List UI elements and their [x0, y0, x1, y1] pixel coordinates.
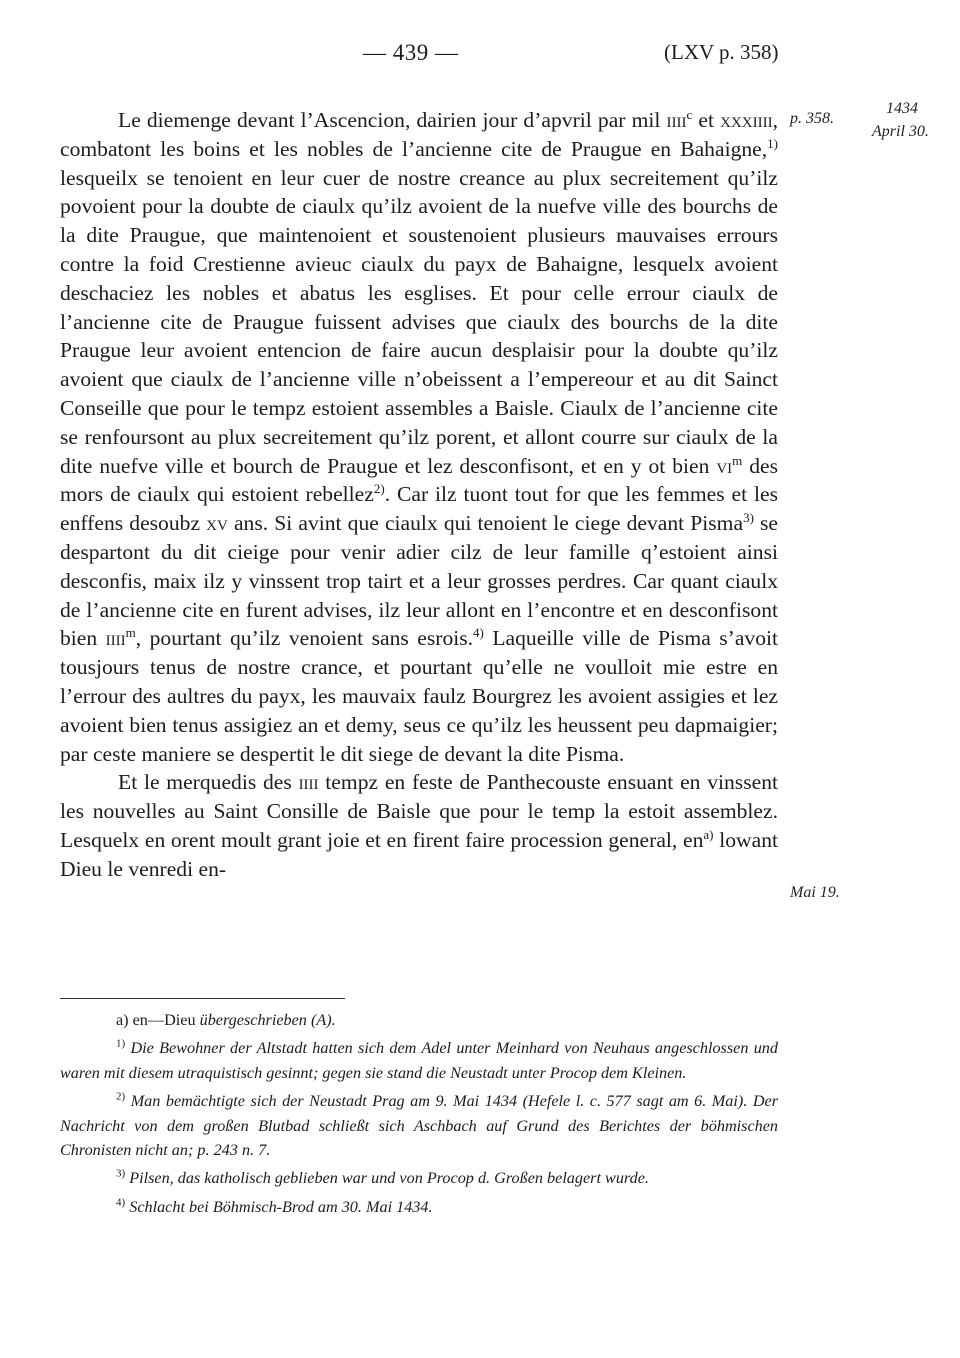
- text-run: Le diemenge devant l’Ascencion, dairien jour d’apvril par mil: [118, 108, 667, 132]
- italic-text: übergeschrieben (A).: [199, 1011, 336, 1029]
- footnote: [60, 1195, 778, 1219]
- text-run: tempz en feste de Panthecouste ensuant en vinssent les nouvelles au Saint Consille de Baisle que pour le temp la estoit assemblez. Lesquelx en orent moult grant joie et en firent faire procession general, en: [60, 770, 778, 852]
- footnote-marker: 2): [373, 481, 385, 497]
- footnote-marker: 1): [767, 135, 778, 151]
- text-run: . Car ilz tuont tout for que les femmes et les enffens desoubz: [60, 482, 778, 536]
- roman-numeral: xv: [206, 511, 228, 536]
- footnotes: [60, 1008, 778, 1223]
- italic-text: Pilsen, das katholisch geblieben war und von Procop d. Großen belagert wurde.: [125, 1169, 649, 1188]
- text-run: Et le merquedis des: [118, 770, 299, 795]
- footnote: [60, 1089, 778, 1162]
- paragraph: [60, 768, 778, 883]
- italic-text: Man bemächtigte sich der Neustadt Prag am 9. Mai 1434 (Hefele l. c. 577 sagt am 6. Mai). Der Nachricht von dem großen Blutbad schließt sich Aschbach auf Grund des Berichtes der böhmischen Chronisten nicht an; p. 243 n. 7.: [60, 1092, 778, 1160]
- footnote-marker: a): [703, 826, 714, 842]
- footnote-marker: 4): [473, 625, 484, 641]
- paragraph: [60, 106, 778, 768]
- main-text: [60, 106, 778, 884]
- original-page-reference: (LXV p. 358): [664, 40, 779, 64]
- page-header: [0, 40, 960, 74]
- roman-numeral: iiii: [105, 626, 126, 651]
- roman-numeral: iiii: [666, 108, 687, 132]
- footnote-marker: m: [125, 625, 136, 641]
- footnote-marker: 2): [116, 1090, 126, 1103]
- footnote-marker: c: [686, 106, 693, 122]
- text-run: se despartont du dit cieige pour venir adier cilz de leur famille q’estoient ainsi desconfis, maix ilz y vinssent trop tairt et a leur grosses perdres. Car quant ciaulx de l’ancienne cite en furent advises, ilz leur allont en l’encontre et en desconfisont bien: [60, 511, 779, 651]
- margin-date-may: Mai 19.: [790, 884, 840, 901]
- footnote: [60, 1036, 778, 1085]
- text-run: a) en—Dieu: [116, 1011, 200, 1029]
- footnote: [60, 1166, 778, 1190]
- text-run: , pourtant qu’ilz venoient sans esrois.: [135, 626, 474, 651]
- roman-numeral: xxxiiii: [720, 108, 773, 132]
- text-run: lowant Dieu le venredi en-: [60, 827, 778, 881]
- footnote-marker: 3): [743, 509, 754, 525]
- footnote-divider: [60, 998, 345, 999]
- text-run: ans. Si avint que ciaulx qui tenoient le ciege devant Pisma: [227, 511, 744, 536]
- text-run: lesqueilx se tenoient en leur cuer de nostre creance au plux secreitement qu’ilz povoient pour la doubte de ciaulx qu’ilz avoient de la nuefve ville des bourchs de la dite Praugue, que maintenoient et soustenoient plusieurs mauvaises errours contre la foid Crestienne avieuc ciaulx du payx de Bahaigne, lesquelx avoient deschaciez les nobles et abatus les esglises. Et pour celle errour ciaulx de l’ancienne cite de Praugue fuissent advises que ciaulx des bourchs de la dite Praugue leur avoient entencion de faire aucun desplaisir pour la doubte qu’ilz avoient que ciaulx de l’ancienne ville n’obeissent a l’empereour et au dit Sainct Conseille que pour le tempz estoient assembles a Baisle. Ciaulx de l’ancienne cite se renfoursont au plux secreitement qu’ilz porent, et allont courre sur ciaulx de la dite nuefve ville et bourch de Praugue et lez desconfisont, et en y ot bien: [60, 165, 778, 478]
- italic-text: Schlacht bei Böhmisch-Brod am 30. Mai 1434.: [125, 1197, 433, 1216]
- text-run: des mors de ciaulx qui estoient rebellez: [60, 453, 778, 507]
- roman-numeral: iiii: [298, 770, 319, 795]
- italic-text: Die Bewohner der Altstadt hatten sich dem Adel unter Meinhard von Neuhaus angeschlossen und waren mit diesem utraquistisch gesinnt; gegen sie stand die Neustadt unter Procop dem Kleinen.: [60, 1039, 778, 1082]
- page-number: — 439 —: [363, 40, 459, 65]
- text-run: Laqueille ville de Pisma s’avoit tousjours tenus de nostre crance, et pourtant qu’elle ne voulloit mie estre en l’errour des aultres du payx, les mauvaix faulz Bourgrez les avoient assigies et lez avoient bien tenus assigiez an et demy, seus ce qu’ilz les heussent peu dapmaigier; par ceste maniere se despertit le dit siege de devant la dite Pisma.: [60, 626, 778, 766]
- text-run: , combatont les boins et les nobles de l’ancienne cite de Praugue en Bahaigne,: [60, 108, 778, 161]
- text-run: et: [692, 108, 721, 132]
- margin-page-reference: p. 358.: [790, 110, 834, 127]
- margin-year: 1434: [886, 100, 918, 117]
- footnote-marker: 3): [116, 1168, 126, 1181]
- footnote: [60, 1008, 778, 1032]
- footnote-marker: 1): [116, 1038, 126, 1051]
- footnote-marker: 4): [116, 1196, 126, 1209]
- roman-numeral: vi: [716, 453, 733, 478]
- footnote-marker: m: [732, 452, 743, 468]
- margin-date-april: April 30.: [872, 123, 929, 140]
